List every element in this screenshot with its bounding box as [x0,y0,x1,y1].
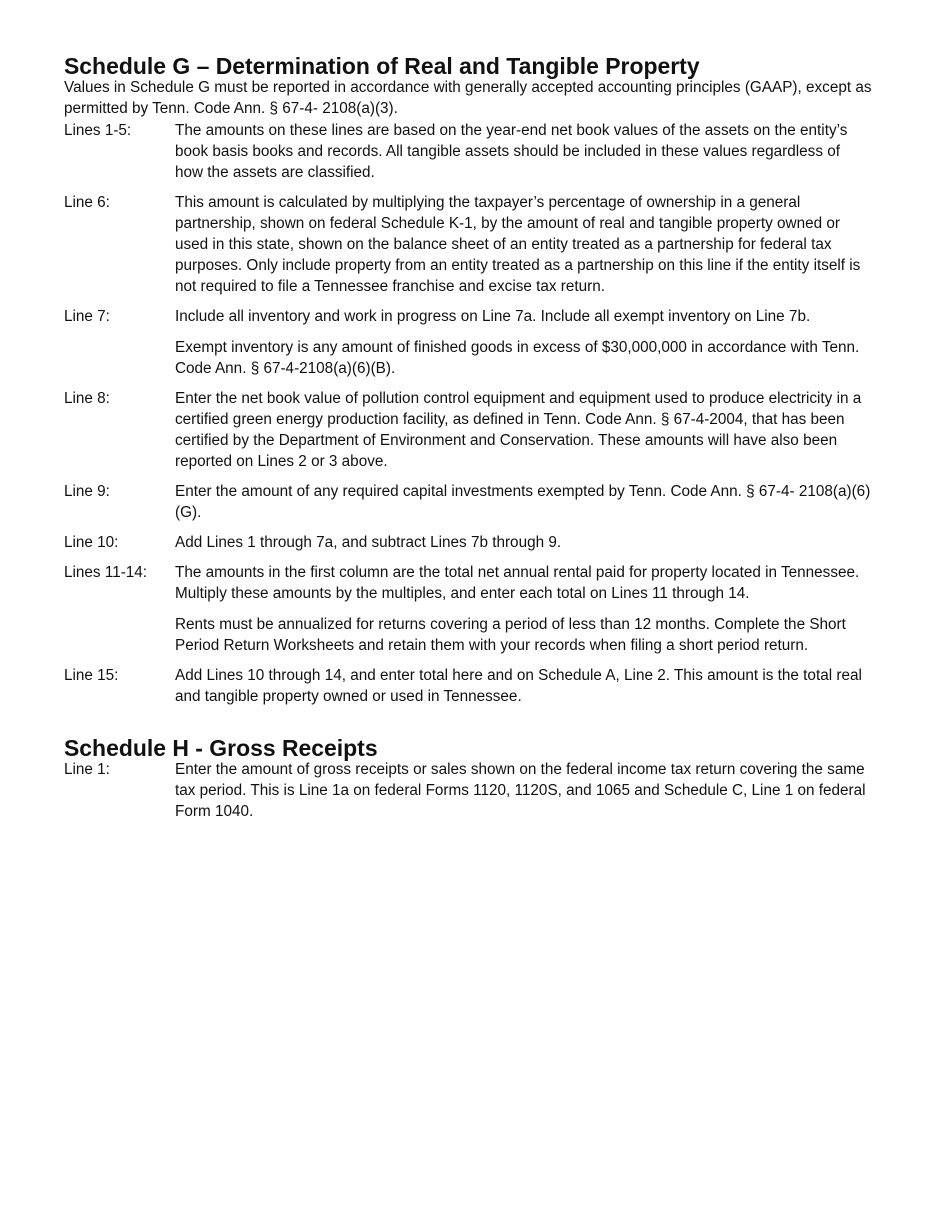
schedule-g-intro: Values in Schedule G must be reported in accordance with generally accepted accounting principles (GAAP), except as permitted by Tenn. Code Ann. § 67-4- 2108(a)(3). [64,79,872,117]
entry-paragraph: Enter the amount of any required capital investments exempted by Tenn. Code Ann. § 67-4- 2108(a)(6)(G). [175,483,871,521]
entry-line-7 [64,306,886,379]
entry-line-10 [64,532,886,553]
entry-body [175,759,872,822]
entry-body [175,120,872,183]
entry-paragraph: The amounts on these lines are based on the year-end net book values of the assets on the entity’s book basis books and records. All tangible assets should be included in these values regardless of how the assets are classified. [175,122,848,181]
entry-label: Line 15: [64,667,119,684]
entry-body [175,665,872,707]
entry-label: Line 6: [64,194,110,211]
schedule-h-title: Schedule H - Gross Receipts [64,735,378,761]
entry-line-6 [64,192,886,297]
entry-lines-1-5 [64,120,886,183]
entry-label: Line 1: [64,761,110,778]
entry-label: Line 10: [64,534,119,551]
entry-body [175,192,872,297]
entry-label: Lines 11-14: [64,564,148,581]
entry-body [175,388,872,472]
entry-paragraph: Rents must be annualized for returns covering a period of less than 12 months. Complete the Short Period Return Worksheets and retain them with your records when filing a short period return. [175,616,846,654]
entry-paragraph: Add Lines 1 through 7a, and subtract Lines 7b through 9. [175,534,562,551]
entry-paragraph: Add Lines 10 through 14, and enter total here and on Schedule A, Line 2. This amount is the total real and tangible property owned or used in Tennessee. [175,667,862,705]
entry-body [175,306,872,379]
entry-paragraph: The amounts in the first column are the total net annual rental paid for property located in Tennessee. Multiply these amounts by the multiples, and enter each total on Lines 11 through 14. [175,564,860,602]
entry-paragraph: Exempt inventory is any amount of finished goods in excess of $30,000,000 in accordance with Tenn. Code Ann. § 67-4-2108(a)(6)(B). [175,339,860,377]
entry-paragraph: Include all inventory and work in progress on Line 7a. Include all exempt inventory on Line 7b. [175,308,811,325]
entry-line-9 [64,481,886,523]
schedule-g-section [64,53,886,707]
entry-label: Line 7: [64,308,110,325]
entry-body [175,532,872,553]
entry-paragraph: This amount is calculated by multiplying the taxpayer’s percentage of ownership in a general partnership, shown on federal Schedule K-1, by the amount of real and tangible property owned or used in this state, shown on the balance sheet of an entity treated as a partnership for federal tax purposes. Only include property from an entity treated as a partnership on this line if the entity itself is not required to file a Tennessee franchise and excise tax return. [175,194,861,295]
entry-lines-11-14 [64,562,886,656]
entry-paragraph: Enter the amount of gross receipts or sales shown on the federal income tax return covering the same tax period. This is Line 1a on federal Forms 1120, 1120S, and 1065 and Schedule C, Line 1 on federal Form 1040. [175,761,866,820]
schedule-h-section [64,735,886,822]
entry-label: Lines 1-5: [64,122,132,139]
entry-line-15 [64,665,886,707]
entry-label: Line 8: [64,390,110,407]
entry-line-8 [64,388,886,472]
entry-label: Line 9: [64,483,110,500]
entry-body [175,481,872,523]
entry-body [175,562,872,656]
document-page [64,53,886,831]
entry-paragraph: Enter the net book value of pollution control equipment and equipment used to produce electricity in a certified green energy production facility, as defined in Tenn. Code Ann. § 67-4-2004, that has been certified by the Department of Environment and Conservation. These amounts will have also been reported on Lines 2 or 3 above. [175,390,862,470]
schedule-g-title: Schedule G – Determination of Real and Tangible Property [64,53,700,79]
entry-line-1 [64,759,886,822]
